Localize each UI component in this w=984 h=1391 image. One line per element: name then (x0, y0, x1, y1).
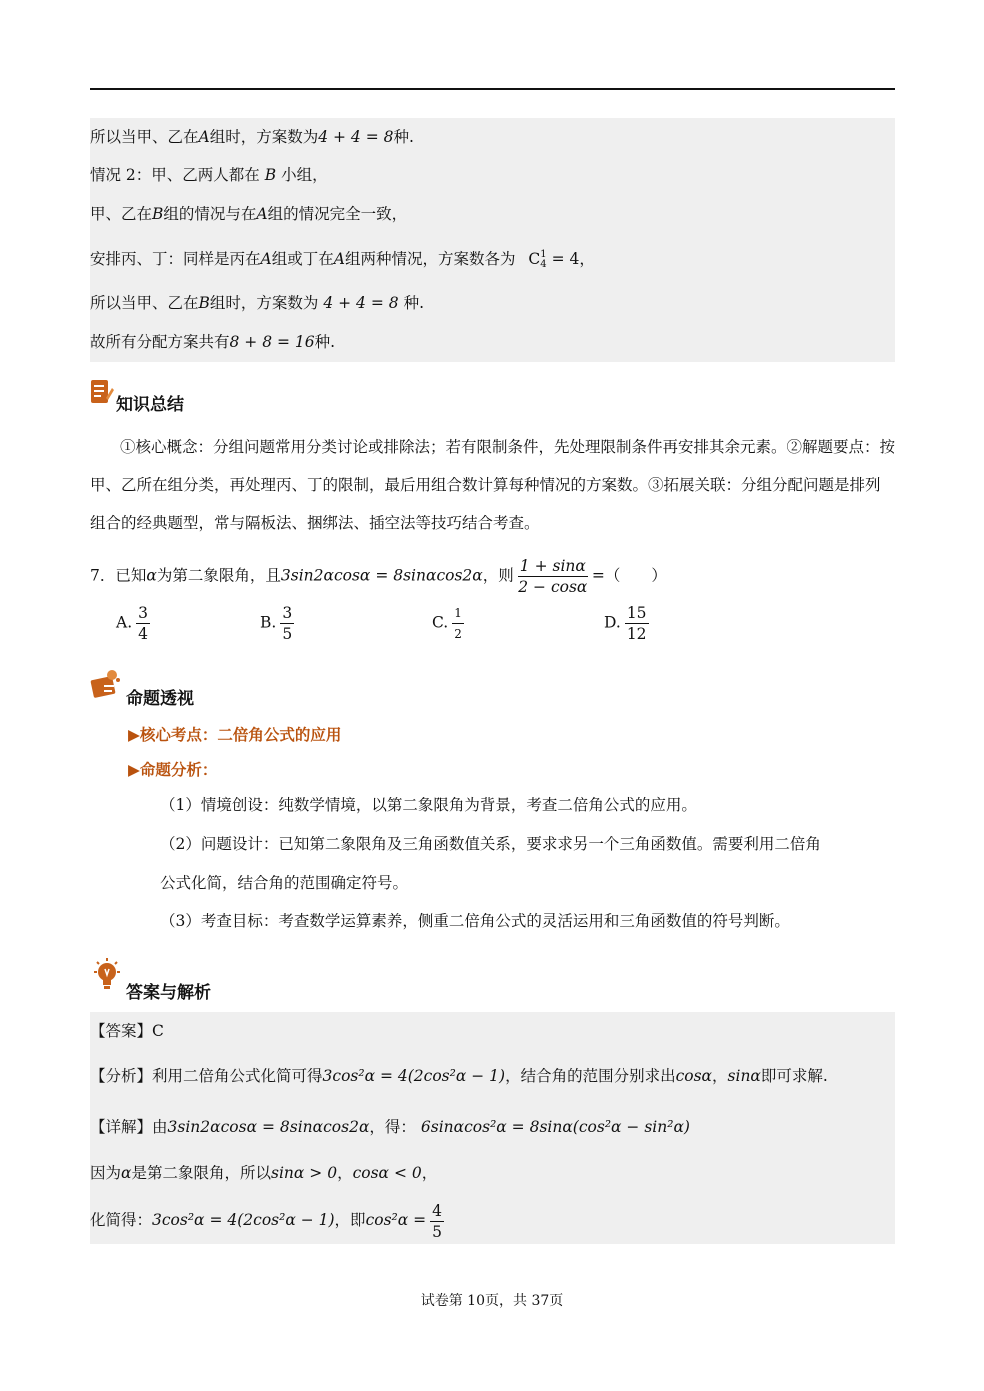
header-rule (90, 88, 895, 90)
answer-line: 【答案】C (90, 1022, 164, 1040)
notebook-icon (90, 378, 114, 406)
fenxi-line: 【分析】利用二倍角公式化简可得3cos²α = 4(2cos²α − 1)，结合角的范围分别求出cosα，sinα即可求解. (90, 1067, 828, 1085)
option-d[interactable]: D. $\frac{15}{12}$ (604, 604, 647, 643)
core-point: ▶核心考点：二倍角公式的应用 (128, 726, 342, 744)
solution-line-1: 所以当甲、乙在A组时，方案数为4 + 4 = 8种. (90, 128, 414, 146)
analysis-item-3: （3）考查目标：考查数学运算素养，侧重二倍角公式的灵活运用和三角函数值的符号判断。 (160, 912, 790, 930)
solution-line-4: 安排丙、丁：同样是丙在A组或丁在A组两种情况，方案数各为 C 1 4 = 4， (90, 249, 595, 270)
solution-line-6: 故所有分配方案共有8 + 8 = 16种. (90, 333, 336, 351)
answer-heading: 答案与解析 (126, 983, 211, 1003)
solution-continued-block (90, 118, 895, 362)
detail-line-2: 因为α是第二象限角，所以sinα > 0，cosα < 0， (90, 1164, 438, 1182)
page-footer: 试卷第 10页，共 37页 (420, 1293, 564, 1309)
question-fraction: $\frac{1 + \sin\alpha}{2 - \cos\alpha}$ (518, 557, 588, 596)
knowledge-summary-heading: 知识总结 (116, 395, 184, 415)
xiangjie-line: 【详解】由3sin2αcosα = 8sinαcos2α，得： 6sinαcos²α = 8sinα(cos²α − sin²α) (90, 1118, 690, 1136)
analysis-item-2-cont: 公式化简，结合角的范围确定符号。 (160, 874, 409, 892)
insight-icon (90, 666, 124, 700)
option-b[interactable]: B. $\frac{3}{5}$ (260, 604, 293, 643)
solution-line-5: 所以当甲、乙在B组时，方案数为 4 + 4 = 8 种. (90, 294, 425, 312)
analysis-heading: 命题透视 (126, 689, 194, 709)
detail-line-3: 化简得：3cos²α = 4(2cos²α − 1)，即cos²α = $\frac{4}{5}$ (90, 1201, 442, 1241)
solution-line-3: 甲、乙在B组的情况与在A组的情况完全一致， (90, 205, 408, 223)
option-c[interactable]: C. $\frac{1}{2}$ (432, 603, 468, 644)
option-a[interactable]: A. $\frac{3}{4}$ (116, 604, 148, 643)
analysis-item-2: （2）问题设计：已知第二象限角及三角函数值关系，要求求另一个三角函数值。需要利用二倍角 (160, 835, 821, 853)
solution-line-2: 情况 2：甲、乙两人都在 B 小组， (90, 166, 328, 184)
knowledge-summary-text: ①核心概念：分组问题常用分类讨论或排除法；若有限制条件，先处理限制条件再安排其余元素。②解题要点：按甲、乙所在组分类，再处理丙、丁的限制，最后用组合数计算每种情况的方案数。③拓展关联：分组分配问题是排列组合的经典题型，常与隔板法、捆绑法、插空法等技巧结合考查。 (90, 438, 896, 532)
analysis-item-1: （1）情境创设：纯数学情境，以第二象限角为背景，考查二倍角公式的应用。 (160, 796, 697, 814)
analysis-label: ▶命题分析： (128, 761, 218, 779)
question-7: 7．已知α为第二象限角，且3sin2αcosα = 8sinαcos2α，则 $\frac{1 + \sin\alpha}{2 - \cos\alpha}$ =（ ） (90, 557, 667, 596)
lightbulb-icon (90, 956, 124, 994)
